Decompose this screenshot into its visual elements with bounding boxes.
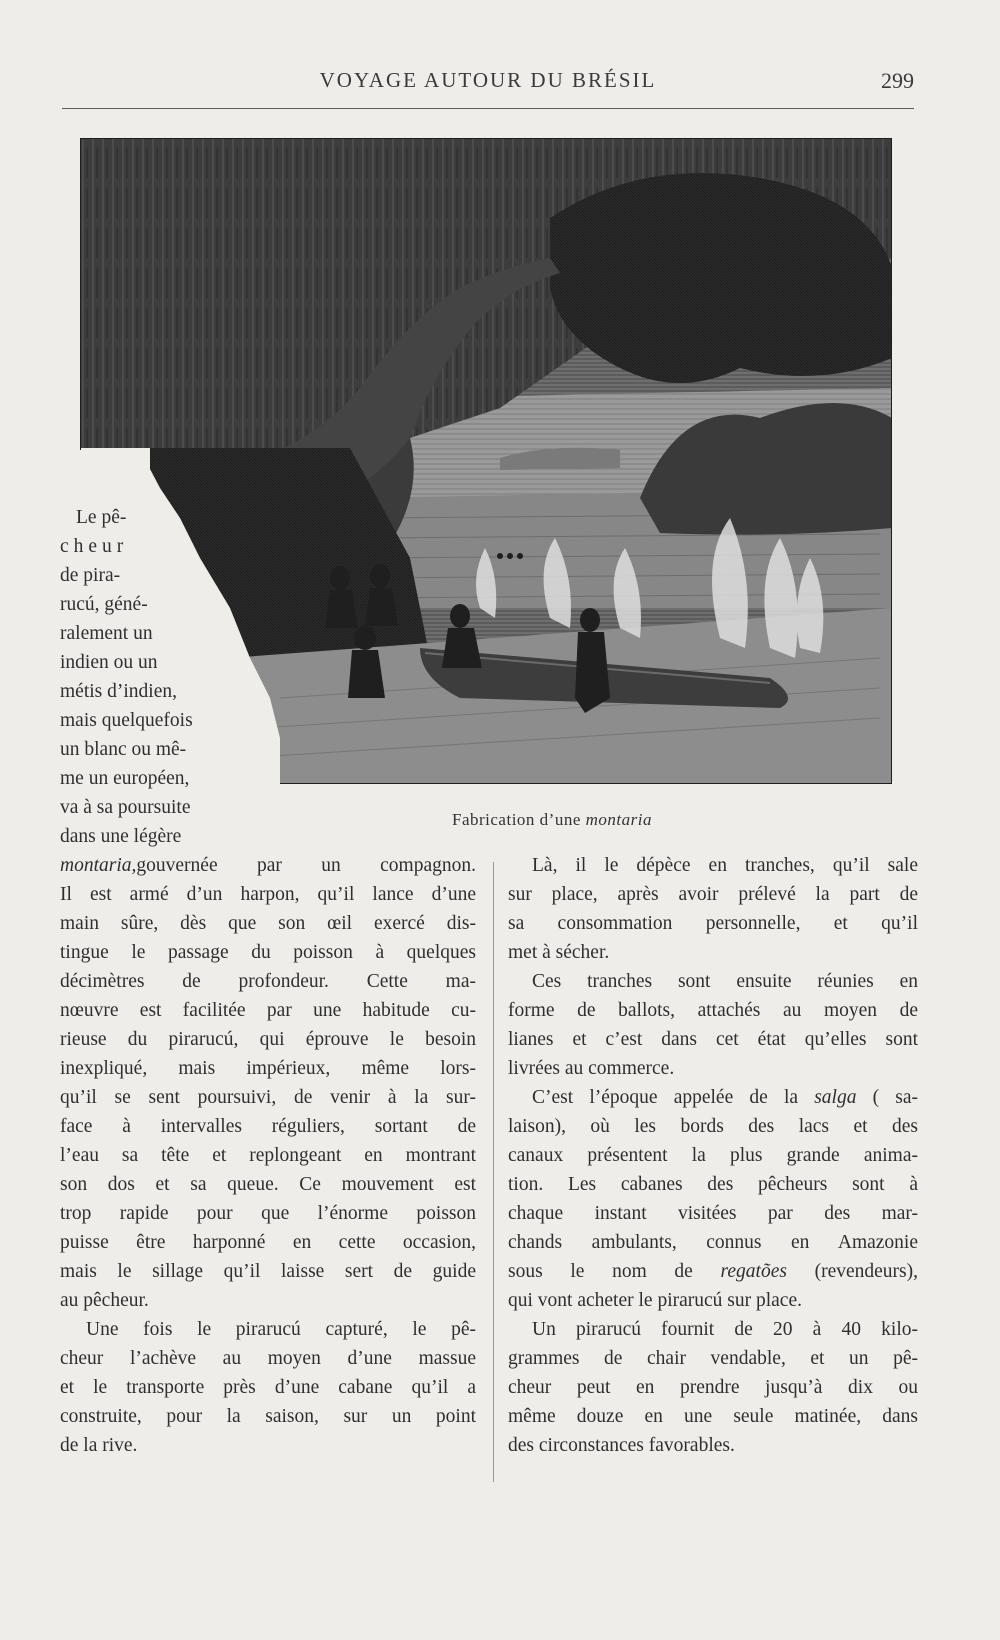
- right-line-salga: [532, 1086, 918, 1110]
- left-line: tingue le passage du poisson à quelques: [60, 942, 476, 963]
- engraving-illustration: [80, 138, 892, 784]
- italic-regatoes: regatões: [720, 1261, 787, 1282]
- header-rule: [62, 108, 914, 109]
- italic-montaria: montaria,: [60, 855, 137, 876]
- salga-pre: C’est l’époque appelée de la: [532, 1087, 799, 1108]
- wrap-line: métis d’indien,: [60, 681, 177, 702]
- right-line-regatoes: [508, 1260, 918, 1284]
- wrap-line: un blanc ou mê-: [60, 739, 187, 760]
- right-line: Là, il le dépèce en tranches, qu’il sale: [532, 855, 918, 876]
- left-line: son dos et sa queue. Ce mouvement est: [60, 1174, 476, 1195]
- figure-caption: [452, 810, 712, 830]
- right-line: grammes de chair vendable, et un pê-: [508, 1348, 918, 1369]
- left-line: face à intervalles réguliers, sortant de: [60, 1116, 476, 1137]
- running-head: [62, 68, 914, 94]
- left-line: décimètres de profondeur. Cette ma-: [60, 971, 476, 992]
- left-line: main sûre, dès que son œil exercé dis-: [60, 913, 476, 934]
- right-line: canaux présentent la plus grande anima-: [508, 1145, 918, 1166]
- right-line: Un pirarucú fournit de 20 à 40 kilo-: [532, 1319, 918, 1340]
- left-line: cheur l’achève au moyen d’une massue: [60, 1348, 476, 1369]
- left-line-first: [60, 854, 476, 878]
- right-line: lianes et c’est dans cet état qu’elles sont: [508, 1029, 918, 1050]
- right-line: livrées au commerce.: [508, 1058, 675, 1079]
- wrap-line: cheur: [60, 536, 129, 557]
- left-line: puisse être harponné en cette occasion,: [60, 1232, 476, 1253]
- left-line: rieuse du pirarucú, qui éprouve le besoin: [60, 1029, 476, 1050]
- wrap-line: mais quelquefois: [60, 710, 193, 731]
- caption-text: Fabrication d’une: [452, 810, 581, 829]
- wrap-line: Le pê-: [76, 507, 127, 528]
- regatoes-pre: sous le nom de: [508, 1261, 693, 1282]
- wrap-line: ralement un: [60, 623, 153, 644]
- right-line: sa consommation personnelle, et qu’il: [508, 913, 918, 934]
- wrap-line: va à sa poursuite: [60, 797, 191, 818]
- right-line: même douze en une seule matinée, dans: [508, 1406, 918, 1427]
- wrap-line: me un européen,: [60, 768, 190, 789]
- right-line: chands ambulants, connus en Amazonie: [508, 1232, 918, 1253]
- left-line: construite, pour la saison, sur un point: [60, 1406, 476, 1427]
- left-line: Il est armé d’un harpon, qu’il lance d’une: [60, 884, 476, 905]
- left-line: nœuvre est facilitée par une habitude cu-: [60, 1000, 476, 1021]
- salga-post: ( sa-: [872, 1087, 918, 1108]
- column-divider: [493, 862, 494, 1482]
- italic-salga: salga: [814, 1087, 857, 1108]
- wrap-line: de pira-: [60, 565, 121, 586]
- wrap-line: indien ou un: [60, 652, 158, 673]
- running-title: VOYAGE AUTOUR DU BRÉSIL: [319, 68, 657, 92]
- left-line: trop rapide pour que l’énorme poisson: [60, 1203, 476, 1224]
- caption-italic: montaria: [585, 810, 652, 829]
- wrap-line: rucú, géné-: [60, 594, 148, 615]
- left-line: de la rive.: [60, 1435, 138, 1456]
- right-line: chaque instant visitées par des mar-: [508, 1203, 918, 1224]
- left-line: au pêcheur.: [60, 1290, 149, 1311]
- right-line: laison), où les bords des lacs et des: [508, 1116, 918, 1137]
- left-line: Une fois le pirarucú capturé, le pê-: [86, 1319, 476, 1340]
- right-line: tion. Les cabanes des pêcheurs sont à: [508, 1174, 918, 1195]
- wrap-line: dans une légère: [60, 826, 182, 847]
- right-line: met à sécher.: [508, 942, 610, 963]
- first-line-rest: gouvernée par un compagnon.: [136, 855, 476, 876]
- regatoes-post: (revendeurs),: [814, 1261, 919, 1282]
- page-number: 299: [881, 68, 914, 93]
- right-line: forme de ballots, attachés au moyen de: [508, 1000, 918, 1021]
- left-line: inexpliqué, mais impérieux, même lors-: [60, 1058, 476, 1079]
- right-line: Ces tranches sont ensuite réunies en: [532, 971, 918, 992]
- right-line: qui vont acheter le pirarucú sur place.: [508, 1290, 802, 1311]
- right-line: des circonstances favorables.: [508, 1435, 735, 1456]
- left-line: qu’il se sent poursuivi, de venir à la sur-: [60, 1087, 476, 1108]
- right-line: cheur peut en prendre jusqu’à dix ou: [508, 1377, 918, 1398]
- left-line: et le transporte près d’une cabane qu’il a: [60, 1377, 476, 1398]
- left-line: mais le sillage qu’il laisse sert de guide: [60, 1261, 476, 1282]
- right-line: sur place, après avoir prélevé la part de: [508, 884, 918, 905]
- left-line: l’eau sa tête et replongeant en montrant: [60, 1145, 476, 1166]
